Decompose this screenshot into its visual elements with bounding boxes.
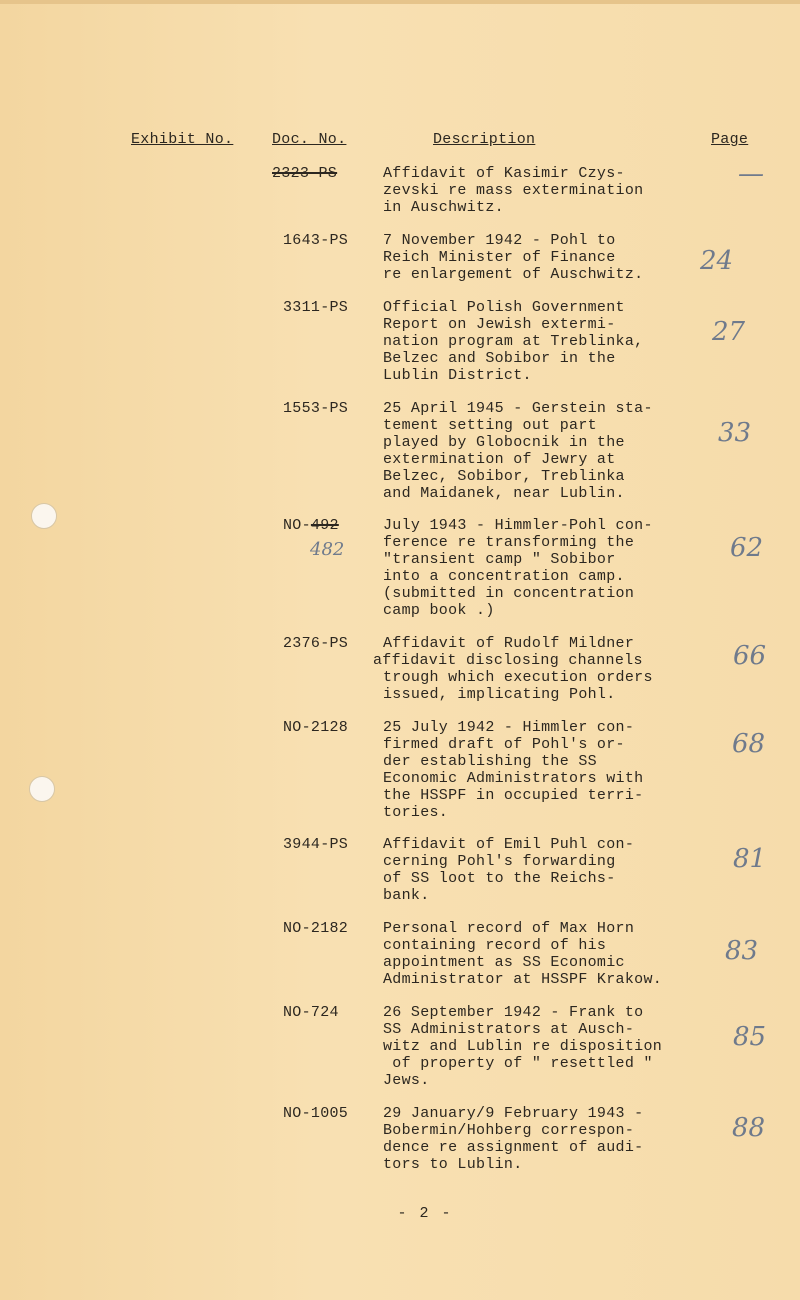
punch-hole — [29, 776, 55, 802]
description-line: Bobermin/Hohberg correspon- — [383, 1122, 635, 1139]
page-number-handwritten: 88 — [732, 1113, 766, 1143]
header-page: Page — [711, 131, 749, 148]
description-line: Economic Administrators with — [383, 770, 644, 787]
description-line: and Maidanek, near Lublin. — [383, 485, 625, 502]
description-line: Lublin District. — [383, 367, 532, 384]
description-line: Reich Minister of Finance — [383, 249, 616, 266]
description-line: July 1943 - Himmler-Pohl con- — [383, 517, 653, 534]
entry-description — [383, 400, 653, 502]
page-top-edge — [0, 0, 800, 4]
description-line: into a concentration camp. — [383, 568, 625, 585]
description-line: Administrator at HSSPF Krakow. — [383, 971, 663, 988]
page-number-handwritten: 85 — [733, 1022, 767, 1052]
punch-hole — [31, 503, 57, 529]
description-line: firmed draft of Pohl's or- — [383, 736, 625, 753]
description-line: zevski re mass extermination — [383, 182, 644, 199]
doc-number: 2376-PS — [283, 635, 349, 652]
description-line: Affidavit of Kasimir Czys- — [383, 165, 625, 182]
description-line: Personal record of Max Horn — [383, 920, 635, 937]
description-line: 25 July 1942 - Himmler con- — [383, 719, 635, 736]
description-line: tors to Lublin. — [383, 1156, 523, 1173]
doc-number: 2323-PS — [272, 165, 338, 182]
description-line: Belzec and Sobibor in the — [383, 350, 616, 367]
description-line: Report on Jewish extermi- — [383, 316, 616, 333]
entry-description — [373, 635, 653, 703]
description-line: the HSSPF in occupied terri- — [383, 787, 644, 804]
description-line: Belzec, Sobibor, Treblinka — [383, 468, 625, 485]
description-line: 29 January/9 February 1943 - — [383, 1105, 644, 1122]
doc-number: NO-2182 — [283, 920, 349, 937]
description-line: tement setting out part — [383, 417, 597, 434]
entry-description — [383, 719, 643, 821]
description-line: of property of " resettled " — [383, 1055, 653, 1072]
description-line: "transient camp " Sobibor — [383, 551, 616, 568]
description-line: Affidavit of Rudolf Mildner — [383, 635, 635, 652]
page-number-handwritten: 33 — [718, 418, 752, 448]
description-line: extermination of Jewry at — [383, 451, 616, 468]
description-line: tories. — [383, 804, 449, 821]
page-number-handwritten: 81 — [733, 844, 767, 874]
page-number-handwritten: 27 — [712, 317, 746, 347]
description-line: camp book .) — [383, 602, 495, 619]
entry-description — [383, 165, 643, 216]
entry-description — [383, 920, 662, 988]
description-line: der establishing the SS — [383, 753, 597, 770]
entry-description — [383, 1004, 662, 1089]
description-line: nation program at Treblinka, — [383, 333, 644, 350]
description-line: Affidavit of Emil Puhl con- — [383, 836, 635, 853]
doc-number — [283, 517, 339, 534]
page-number-handwritten: 68 — [732, 729, 766, 759]
page-footer-number: - 2 - — [397, 1205, 453, 1222]
description-line: containing record of his — [383, 937, 607, 954]
doc-number: 1553-PS — [283, 400, 349, 417]
doc-number: 1643-PS — [283, 232, 349, 249]
description-line: Official Polish Government — [383, 299, 625, 316]
entry-description — [383, 299, 643, 384]
description-line: issued, implicating Pohl. — [383, 686, 616, 703]
header-doc-no: Doc. No. — [272, 131, 347, 148]
description-line: dence re assignment of audi- — [383, 1139, 644, 1156]
header-exhibit-no: Exhibit No. — [131, 131, 234, 148]
description-line: appointment as SS Economic — [383, 954, 625, 971]
page-number-handwritten: — — [738, 159, 764, 189]
entry-description — [383, 1105, 643, 1173]
description-line: 7 November 1942 - Pohl to — [383, 232, 616, 249]
description-line: (submitted in concentration — [383, 585, 635, 602]
description-line: bank. — [383, 887, 430, 904]
page-number-handwritten: 24 — [700, 246, 734, 276]
doc-number-correction-handwritten: 482 — [310, 539, 345, 560]
page-number-handwritten: 66 — [733, 641, 767, 671]
description-line: SS Administrators at Ausch- — [383, 1021, 635, 1038]
description-line: trough which execution orders — [383, 669, 653, 686]
page-number-handwritten: 83 — [725, 936, 759, 966]
description-line: affidavit disclosing channels — [373, 652, 643, 669]
doc-prefix: NO- — [283, 517, 311, 534]
entry-description — [383, 517, 653, 619]
header-description: Description — [433, 131, 536, 148]
description-line: played by Globocnik in the — [383, 434, 625, 451]
doc-number: 3944-PS — [283, 836, 349, 853]
doc-number: 3311-PS — [283, 299, 349, 316]
description-line: cerning Pohl's forwarding — [383, 853, 616, 870]
entry-description — [383, 836, 634, 904]
description-line: 25 April 1945 - Gerstein sta- — [383, 400, 653, 417]
doc-number-struck: 492 — [310, 517, 339, 534]
description-line: of SS loot to the Reichs- — [383, 870, 616, 887]
doc-number: NO-1005 — [283, 1105, 349, 1122]
entry-description — [383, 232, 643, 283]
doc-number: NO-2128 — [283, 719, 349, 736]
description-line: 26 September 1942 - Frank to — [383, 1004, 644, 1021]
description-line: in Auschwitz. — [383, 199, 504, 216]
description-line: witz and Lublin re disposition — [383, 1038, 663, 1055]
page-number-handwritten: 62 — [730, 533, 764, 563]
description-line: Jews. — [383, 1072, 430, 1089]
description-line: re enlargement of Auschwitz. — [383, 266, 644, 283]
doc-number: NO-724 — [283, 1004, 339, 1021]
description-line: ference re transforming the — [383, 534, 635, 551]
